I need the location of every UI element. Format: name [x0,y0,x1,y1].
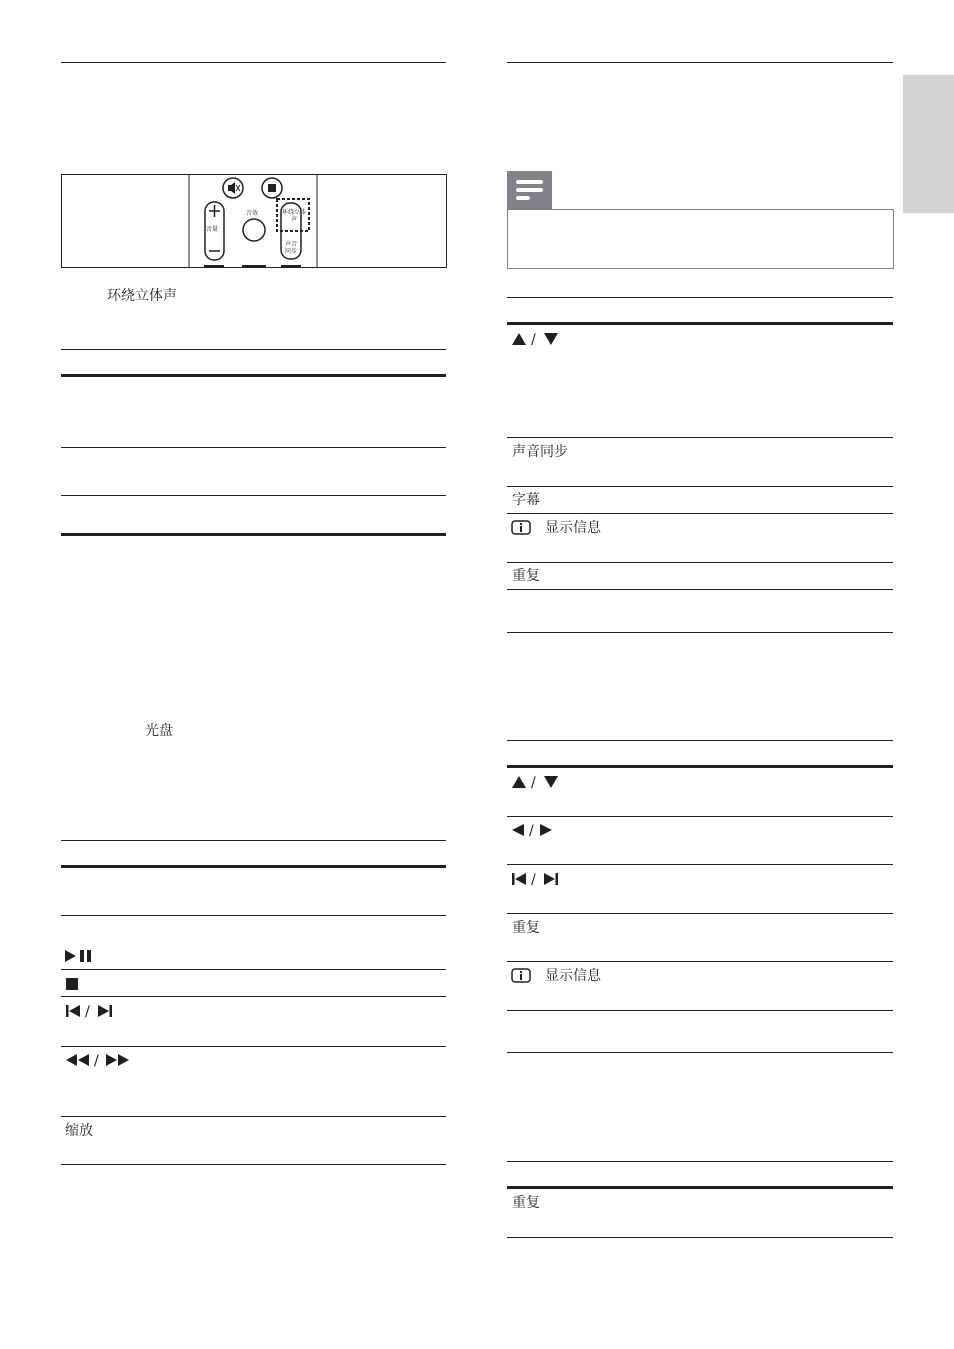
table-rule [61,349,446,350]
previous-icon [511,872,527,886]
separator: / [529,823,534,839]
separator: / [94,1053,99,1069]
display-info-label: 显示信息 [545,520,601,536]
left-triangle-icon [511,823,525,837]
info-icon [511,968,531,983]
separator: / [531,872,536,888]
table-rule [61,915,446,916]
separator: / [531,332,536,348]
table-rule [507,1010,893,1011]
table-rule [61,495,446,496]
table-rule [507,913,893,914]
table-rule [507,1237,893,1238]
table-rule [61,996,446,997]
table-rule [61,969,446,970]
right-triangle-icon [539,823,553,837]
fast-forward-icon [105,1053,131,1067]
table-rule [61,1046,446,1047]
previous-icon [65,1004,81,1018]
disc-label: 光盘 [145,723,173,739]
remote-surround-label: 环绕立体声 [282,209,307,223]
table-rule [507,513,893,514]
table-header-rule [507,322,893,325]
play-pause-icon [65,949,97,963]
table-rule [507,562,893,563]
remote-volume-label: 音量 [206,226,219,233]
down-triangle-icon [543,775,559,789]
stop-icon [65,977,79,991]
info-icon [511,520,531,535]
table-rule [507,961,893,962]
table-rule [507,864,893,865]
remote-control-illustration [61,174,447,268]
table-rule [61,1116,446,1117]
table-rule [61,447,446,448]
table-header-rule [61,865,446,868]
up-triangle-icon [511,332,527,346]
remote-control-drawing [62,175,446,267]
audio-sync-label: 声音同步 [512,444,568,460]
table-rule [61,840,446,841]
section-rule [61,62,446,63]
remote-sound-effect-label: 音效 [246,210,259,217]
remote-audio-sync-label: 声音同步 [284,241,297,255]
table-rule [507,297,893,298]
table-rule [507,486,893,487]
table-rule [507,740,893,741]
section-end-rule [507,632,893,633]
next-icon [543,872,559,886]
table-rule [507,816,893,817]
table-rule [507,1161,893,1162]
section-rule [507,62,893,63]
repeat-label: 重复 [512,920,540,936]
zoom-label: 缩放 [65,1123,93,1139]
table-end-rule [61,533,446,536]
section-end-rule [507,1052,893,1053]
rewind-icon [65,1053,91,1067]
table-rule [507,437,893,438]
repeat-label: 重复 [512,1195,540,1211]
surround-caption: 环绕立体声 [107,288,177,304]
table-header-rule [61,374,446,377]
down-triangle-icon [543,332,559,346]
table-header-rule [507,1186,893,1189]
next-icon [97,1004,113,1018]
separator: / [531,775,536,791]
table-rule [61,1164,446,1165]
display-info-label: 显示信息 [545,968,601,984]
note-icon [507,171,552,209]
table-rule [507,589,893,590]
separator: / [85,1004,90,1020]
repeat-label: 重复 [512,568,540,584]
language-tab [903,75,954,213]
note-box [507,209,894,269]
up-triangle-icon [511,775,527,789]
subtitle-label: 字幕 [512,492,540,508]
table-header-rule [507,765,893,768]
